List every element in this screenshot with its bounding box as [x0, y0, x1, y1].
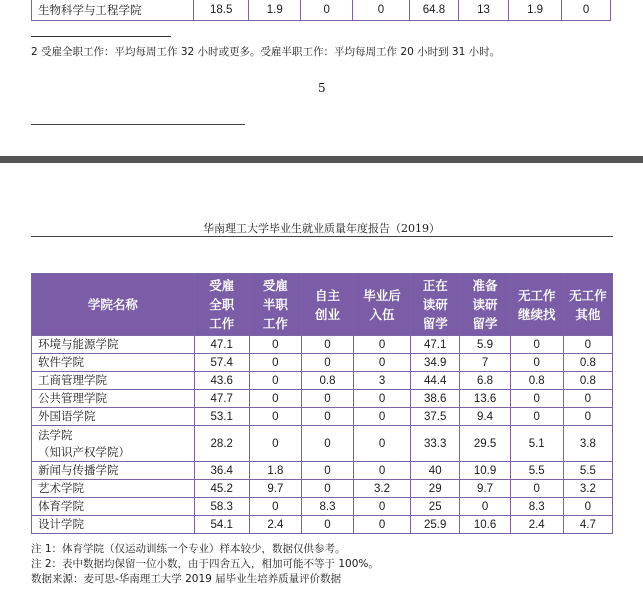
- value-cell: 0: [563, 390, 612, 408]
- column-header: 无工作 其他: [563, 274, 612, 336]
- value-cell: 53.1: [194, 408, 249, 426]
- value-cell: 29: [411, 480, 460, 498]
- table-row: [32, 336, 613, 354]
- college-name-cell: 环境与能源学院: [32, 336, 195, 354]
- value-cell: 0: [301, 408, 353, 426]
- value-cell: 0.8: [563, 354, 612, 372]
- value-cell: 0: [249, 426, 301, 462]
- value-cell: 0: [301, 426, 353, 462]
- value-cell: 8.3: [510, 498, 563, 516]
- value-cell: 0: [249, 354, 301, 372]
- value-cell: 2.4: [510, 516, 563, 534]
- value-cell: 13: [459, 0, 509, 21]
- table-row: [32, 372, 613, 390]
- value-cell: 9.7: [460, 480, 510, 498]
- value-cell: 0: [301, 480, 353, 498]
- note-1: 注 1：体育学院（仅运动训练一个专业）样本较少，数据仅供参考。: [31, 543, 346, 555]
- college-name-cell: 生物科学与工程学院: [32, 0, 194, 21]
- value-cell: 8.3: [301, 498, 353, 516]
- value-cell: 43.6: [194, 372, 249, 390]
- footer-rule: [31, 124, 245, 125]
- header-rule: [31, 236, 613, 237]
- value-cell: 0: [354, 336, 411, 354]
- value-cell: 47.1: [194, 336, 249, 354]
- value-cell: 2.4: [249, 516, 301, 534]
- value-cell: 5.1: [510, 426, 563, 462]
- value-cell: 10.9: [460, 462, 510, 480]
- value-cell: 0: [460, 498, 510, 516]
- value-cell: 58.3: [194, 498, 249, 516]
- table-header-row: [32, 274, 613, 336]
- value-cell: 0: [562, 0, 611, 21]
- table-row: [32, 426, 613, 462]
- employment-status-table: [31, 273, 613, 534]
- data-source: 数据来源：麦可思-华南理工大学 2019 届毕业生培养质量评价数据: [31, 573, 342, 585]
- value-cell: 1.8: [249, 462, 301, 480]
- table-row: [32, 516, 613, 534]
- table-row: [32, 354, 613, 372]
- value-cell: 34.9: [411, 354, 460, 372]
- value-cell: 0: [510, 354, 563, 372]
- value-cell: 0: [249, 498, 301, 516]
- value-cell: 4.7: [563, 516, 612, 534]
- value-cell: 1.9: [509, 0, 562, 21]
- value-cell: 0: [354, 462, 411, 480]
- footnote-employment-definition: 2 受雇全职工作：平均每周工作 32 小时或更多。受雇半职工作：平均每周工作 20 小时到 31 小时。: [31, 46, 501, 58]
- value-cell: 47.7: [194, 390, 249, 408]
- value-cell: 40: [411, 462, 460, 480]
- footnote-rule: [31, 36, 171, 37]
- value-cell: 0: [354, 390, 411, 408]
- value-cell: 0: [354, 408, 411, 426]
- value-cell: 0: [249, 372, 301, 390]
- value-cell: 3.2: [563, 480, 612, 498]
- value-cell: 37.5: [411, 408, 460, 426]
- value-cell: 10.6: [460, 516, 510, 534]
- table-row: [32, 480, 613, 498]
- college-name-cell: 体育学院: [32, 498, 195, 516]
- value-cell: 45.2: [194, 480, 249, 498]
- value-cell: 3.2: [354, 480, 411, 498]
- value-cell: 25.9: [411, 516, 460, 534]
- column-header: 准备 读研 留学: [460, 274, 510, 336]
- table-row: [32, 390, 613, 408]
- value-cell: 0: [354, 498, 411, 516]
- value-cell: 3.8: [563, 426, 612, 462]
- value-cell: 13.6: [460, 390, 510, 408]
- value-cell: 0: [563, 408, 612, 426]
- value-cell: 18.5: [194, 0, 249, 21]
- college-name-cell: 艺术学院: [32, 480, 195, 498]
- value-cell: 6.8: [460, 372, 510, 390]
- table-row: [32, 0, 611, 21]
- value-cell: 0: [301, 336, 353, 354]
- value-cell: 28.2: [194, 426, 249, 462]
- value-cell: 64.8: [409, 0, 458, 21]
- college-name-cell: 设计学院: [32, 516, 195, 534]
- college-name-cell: 公共管理学院: [32, 390, 195, 408]
- top-table-fragment: [31, 0, 611, 21]
- value-cell: 5.5: [510, 462, 563, 480]
- table-row: [32, 498, 613, 516]
- value-cell: 0: [301, 516, 353, 534]
- value-cell: 9.4: [460, 408, 510, 426]
- value-cell: 0: [301, 354, 353, 372]
- college-name-cell: 外国语学院: [32, 408, 195, 426]
- value-cell: 57.4: [194, 354, 249, 372]
- column-header-college: 学院名称: [32, 274, 195, 336]
- value-cell: 0: [249, 408, 301, 426]
- page-number: 5: [318, 81, 326, 95]
- value-cell: 25: [411, 498, 460, 516]
- value-cell: 0: [353, 0, 410, 21]
- table-row: [32, 408, 613, 426]
- value-cell: 1.9: [249, 0, 301, 21]
- college-name-cell: 工商管理学院: [32, 372, 195, 390]
- value-cell: 44.4: [411, 372, 460, 390]
- column-header: 受雇 半职 工作: [249, 274, 301, 336]
- value-cell: 33.3: [411, 426, 460, 462]
- value-cell: 0: [563, 336, 612, 354]
- value-cell: 5.9: [460, 336, 510, 354]
- value-cell: 29.5: [460, 426, 510, 462]
- value-cell: 0: [301, 462, 353, 480]
- value-cell: 0.8: [563, 372, 612, 390]
- college-name-cell: 法学院 （知识产权学院）: [32, 426, 195, 462]
- value-cell: 0: [354, 354, 411, 372]
- table-row: [32, 462, 613, 480]
- column-header: 自主 创业: [301, 274, 353, 336]
- value-cell: 0: [301, 0, 353, 21]
- report-header: 华南理工大学毕业生就业质量年度报告（2019）: [203, 222, 440, 235]
- value-cell: 9.7: [249, 480, 301, 498]
- college-name-cell: 新闻与传播学院: [32, 462, 195, 480]
- value-cell: 38.6: [411, 390, 460, 408]
- column-header: 无工作 继续找: [510, 274, 563, 336]
- value-cell: 0.8: [301, 372, 353, 390]
- value-cell: 54.1: [194, 516, 249, 534]
- column-header: 正在 读研 留学: [411, 274, 460, 336]
- note-2: 注 2：表中数据均保留一位小数，由于四舍五入，相加可能不等于 100%。: [31, 558, 379, 570]
- value-cell: 47.1: [411, 336, 460, 354]
- value-cell: 0.8: [510, 372, 563, 390]
- value-cell: 5.5: [563, 462, 612, 480]
- value-cell: 0: [301, 390, 353, 408]
- value-cell: 0: [510, 336, 563, 354]
- college-name-cell: 软件学院: [32, 354, 195, 372]
- value-cell: 0: [249, 390, 301, 408]
- value-cell: 3: [354, 372, 411, 390]
- value-cell: 0: [563, 498, 612, 516]
- column-header: 毕业后 入伍: [354, 274, 411, 336]
- value-cell: 36.4: [194, 462, 249, 480]
- value-cell: 0: [510, 480, 563, 498]
- value-cell: 0: [354, 426, 411, 462]
- value-cell: 0: [354, 516, 411, 534]
- value-cell: 0: [510, 408, 563, 426]
- value-cell: 0: [249, 336, 301, 354]
- value-cell: 0: [510, 390, 563, 408]
- value-cell: 7: [460, 354, 510, 372]
- column-header: 受雇 全职 工作: [194, 274, 249, 336]
- page-separator: [0, 156, 643, 163]
